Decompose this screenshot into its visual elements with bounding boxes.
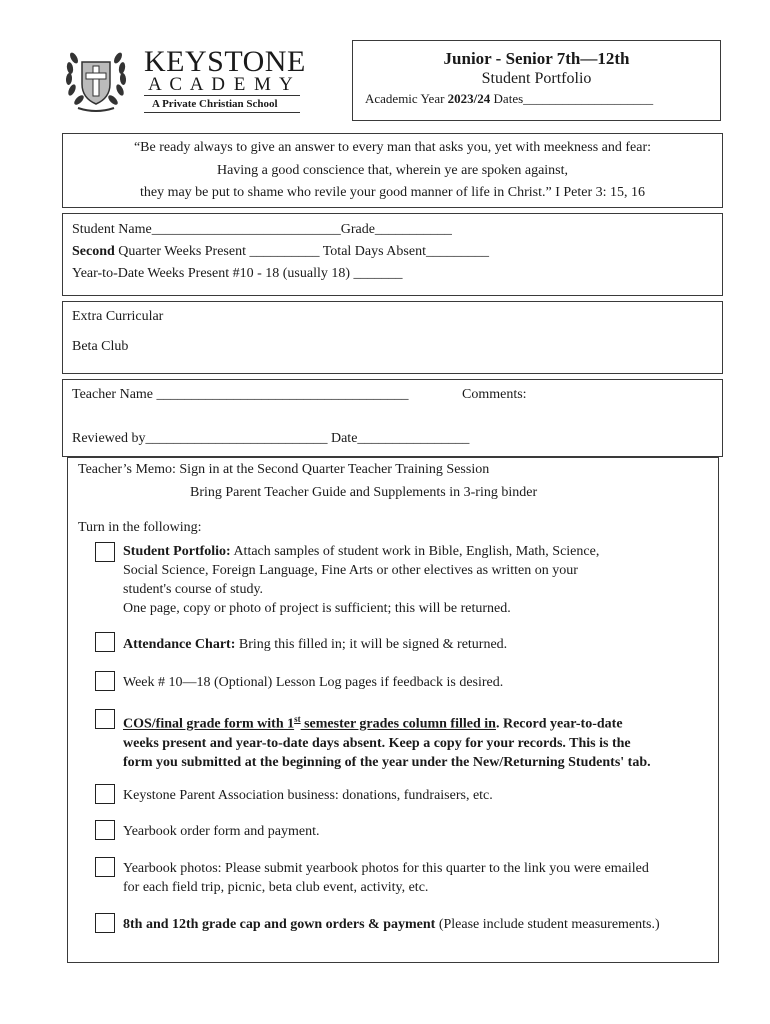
teacher-memo: Teacher’s Memo: Sign in at the Second Quarter Teacher Training Session bbox=[78, 462, 490, 477]
extra-curricular-label: Extra Curricular bbox=[72, 309, 164, 324]
logo bbox=[60, 44, 310, 116]
cos-checkbox[interactable] bbox=[95, 709, 115, 729]
kpa-item: Keystone Parent Association business: donations, fundraisers, etc. bbox=[123, 788, 493, 803]
yearbook-order-checkbox[interactable] bbox=[95, 820, 115, 840]
portfolio-checkbox[interactable] bbox=[95, 542, 115, 562]
page-title: Junior - Senior 7th—12th bbox=[443, 49, 630, 68]
dates-field: Dates____________________ bbox=[490, 91, 654, 106]
logo-name: KEYSTONE bbox=[144, 45, 306, 78]
attendance-title: Attendance Chart: bbox=[123, 637, 236, 652]
page-subtitle: Student Portfolio bbox=[481, 70, 592, 87]
cap-gown-text: (Please include student measurements.) bbox=[435, 917, 660, 932]
academic-year-value: 2023/24 bbox=[447, 91, 491, 106]
cos-title: COS/final grade form with 1 bbox=[123, 716, 295, 732]
turn-in-heading: Turn in the following: bbox=[78, 520, 202, 535]
weeks-present-field[interactable] bbox=[72, 244, 489, 260]
cos-item bbox=[123, 710, 651, 772]
academic-year bbox=[365, 91, 653, 107]
portfolio-text: student's course of study. bbox=[123, 582, 264, 597]
header-box bbox=[352, 40, 721, 121]
portfolio-title: Student Portfolio: bbox=[123, 544, 231, 559]
cos-sup: st bbox=[294, 714, 301, 724]
logo-rule bbox=[144, 112, 300, 113]
attendance-item bbox=[123, 635, 507, 654]
kpa-checkbox[interactable] bbox=[95, 784, 115, 804]
beta-club-label: Beta Club bbox=[72, 339, 129, 354]
cos-title-rest: semester grades column filled in bbox=[300, 716, 496, 732]
cos-text: . Record year-to-date bbox=[495, 716, 623, 732]
lesson-log-item: Week # 10—18 (Optional) Lesson Log pages if feedback is desired. bbox=[123, 675, 504, 690]
student-info-box bbox=[62, 213, 723, 296]
cos-text: weeks present and year-to-date days absent. Keep a copy for your records. This is the bbox=[123, 735, 631, 751]
cap-gown-title: 8th and 12th grade cap and gown orders & payment bbox=[123, 917, 436, 932]
weeks-present-text: Quarter Weeks Present __________ Total Days Absent_________ bbox=[114, 244, 489, 259]
quote-box bbox=[62, 133, 723, 208]
laurel-shield-icon bbox=[60, 44, 132, 114]
logo-tagline: A Private Christian School bbox=[152, 98, 278, 110]
reviewed-by-field[interactable]: Reviewed by__________________________ Date________________ bbox=[72, 431, 470, 446]
comments-label: Comments: bbox=[462, 387, 527, 402]
portfolio-text: One page, copy or photo of project is sufficient; this will be returned. bbox=[123, 601, 511, 616]
extra-curricular-box bbox=[62, 301, 723, 374]
cos-text: form you submitted at the beginning of the year under the New/Returning Students' tab. bbox=[123, 754, 651, 770]
yearbook-photos-text: for each field trip, picnic, beta club event, activity, etc. bbox=[123, 880, 429, 895]
student-name-field[interactable]: Student Name___________________________Grade___________ bbox=[72, 222, 452, 237]
teacher-name-field[interactable]: Teacher Name ____________________________________ bbox=[72, 387, 409, 402]
attendance-checkbox[interactable] bbox=[95, 632, 115, 652]
quote-line: they may be put to shame who revile your good manner of life in Christ.” I Peter 3: 15, 16 bbox=[139, 185, 646, 200]
yearbook-photos-checkbox[interactable] bbox=[95, 857, 115, 877]
attendance-text: Bring this filled in; it will be signed & returned. bbox=[235, 637, 508, 652]
lesson-log-checkbox[interactable] bbox=[95, 671, 115, 691]
quote-line: Having a good conscience that, wherein ye are spoken against, bbox=[216, 163, 569, 178]
logo-sub: A C A D E M Y bbox=[148, 74, 295, 95]
academic-year-label: Academic Year bbox=[365, 91, 448, 106]
cap-gown-checkbox[interactable] bbox=[95, 913, 115, 933]
teacher-memo-line2: Bring Parent Teacher Guide and Supplements in 3-ring binder bbox=[190, 485, 538, 500]
logo-rule bbox=[144, 95, 300, 96]
cap-gown-item bbox=[123, 915, 660, 934]
ytd-weeks-field[interactable]: Year-to-Date Weeks Present #10 - 18 (usually 18) _______ bbox=[72, 266, 403, 281]
quarter-label: Second bbox=[72, 244, 115, 259]
portfolio-text: Attach samples of student work in Bible, English, Math, Science, bbox=[230, 544, 600, 559]
yearbook-photos-item bbox=[123, 859, 649, 897]
teacher-box bbox=[62, 379, 723, 457]
quote-line: “Be ready always to give an answer to every man that asks you, yet with meekness and fear: bbox=[133, 140, 652, 155]
yearbook-photos-text: Yearbook photos: Please submit yearbook photos for this quarter to the link you were emailed bbox=[123, 861, 649, 876]
portfolio-text: Social Science, Foreign Language, Fine Arts or other electives as written on your bbox=[123, 563, 578, 578]
yearbook-order-item: Yearbook order form and payment. bbox=[123, 824, 320, 839]
portfolio-item bbox=[123, 542, 599, 618]
